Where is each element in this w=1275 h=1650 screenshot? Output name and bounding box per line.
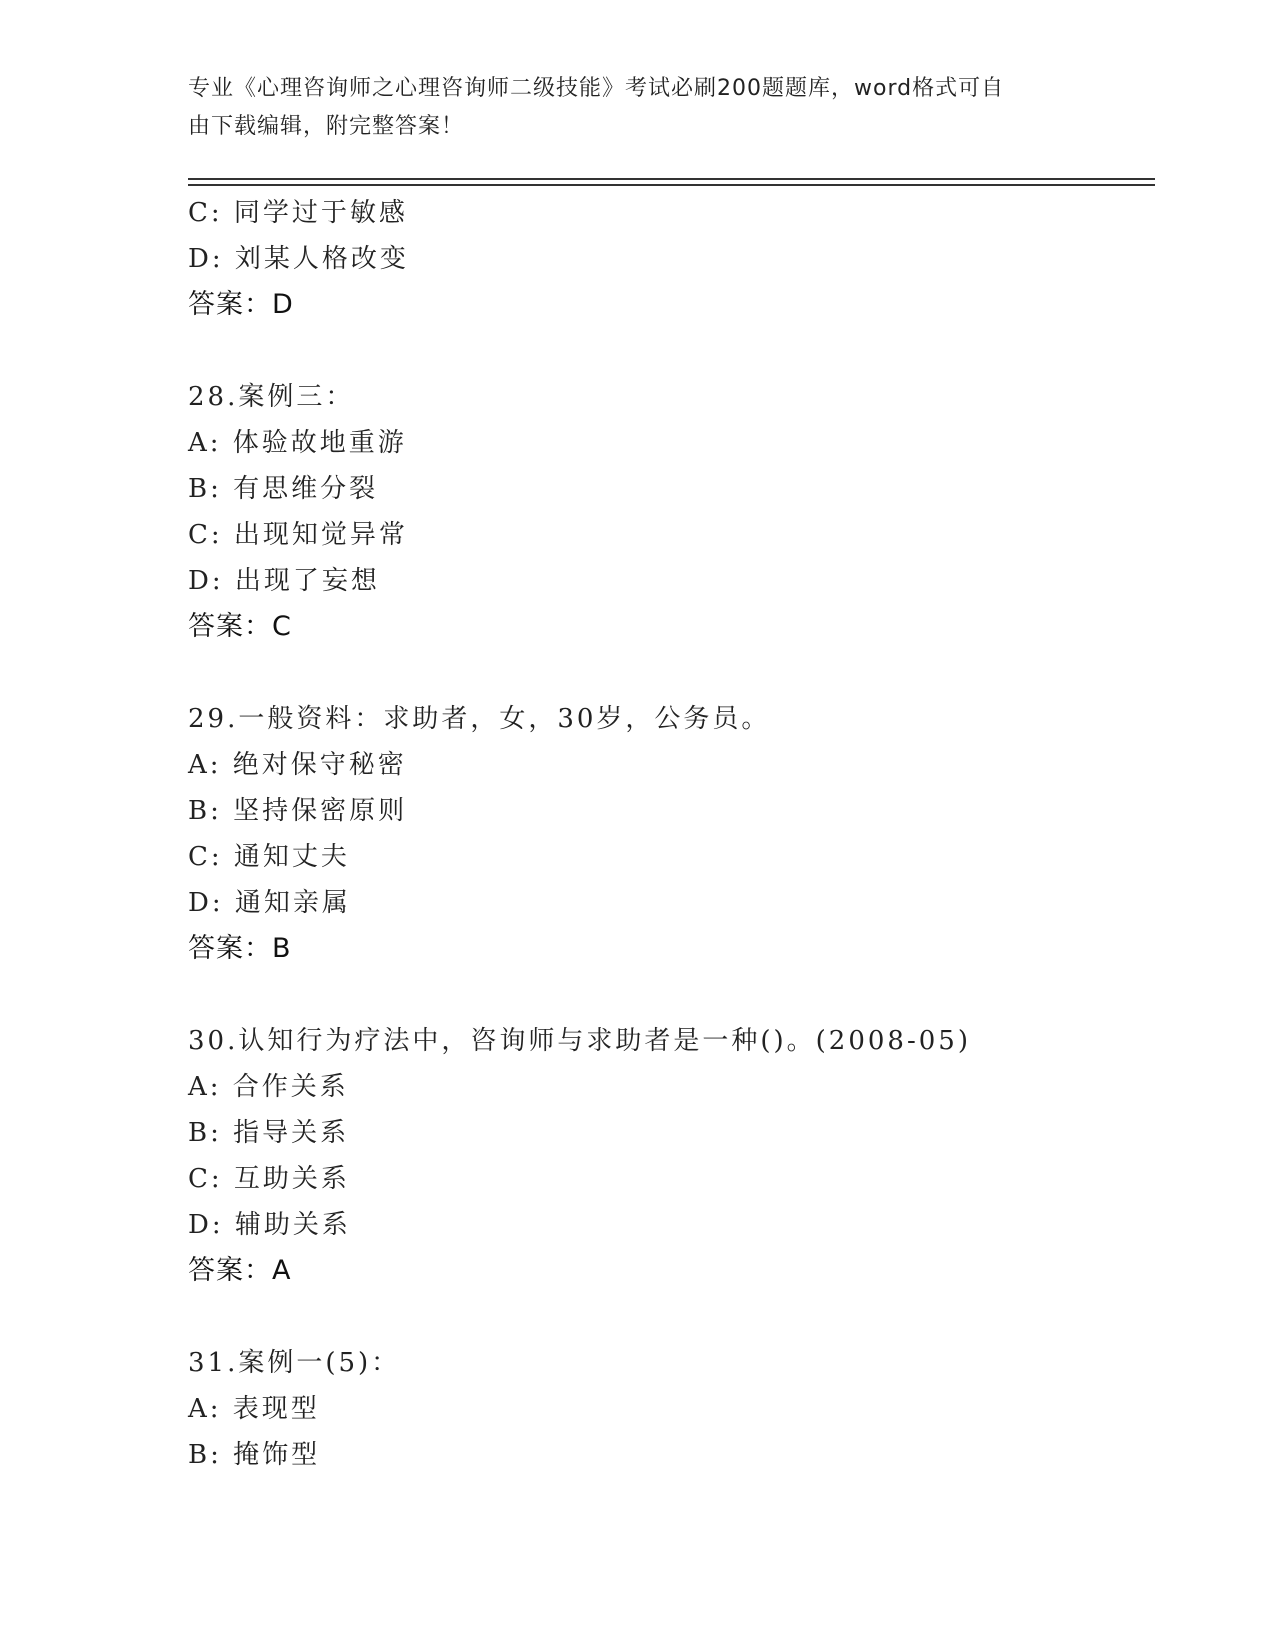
header-line-1: 专业《心理咨询师之心理咨询师二级技能》考试必刷200题题库，word格式可自 (188, 76, 1005, 101)
option-d: D: 刘某人格改变 (188, 244, 409, 274)
option-b: B: 指导关系 (188, 1118, 350, 1148)
option-a: A: 表现型 (188, 1394, 320, 1424)
question-stem: 31.案例一(5)： (188, 1348, 401, 1378)
spacer (188, 1294, 1148, 1340)
spacer (188, 328, 1148, 374)
answer-label: 答案：C (188, 611, 292, 642)
answer-label: 答案：D (188, 289, 294, 320)
question-stem: 28.案例三： (188, 382, 355, 412)
question-list (188, 190, 1148, 1478)
question-block (188, 374, 1148, 650)
option-a: A: 体验故地重游 (188, 428, 407, 458)
option-c: C: 通知丈夫 (188, 842, 350, 872)
question-block (188, 1018, 1148, 1294)
option-b: B: 有思维分裂 (188, 474, 379, 504)
answer-label: 答案：A (188, 1255, 292, 1286)
option-c: C: 同学过于敏感 (188, 198, 408, 228)
question-block (188, 1340, 1148, 1478)
question-block-partial (188, 190, 1148, 328)
option-b: B: 掩饰型 (188, 1440, 321, 1470)
option-a: A: 绝对保守秘密 (188, 750, 407, 780)
question-stem: 30.认知行为疗法中，咨询师与求助者是一种()。(2008-05) (188, 1026, 971, 1056)
spacer (188, 972, 1148, 1018)
option-d: D: 出现了妄想 (188, 566, 380, 596)
document-header (188, 70, 1068, 146)
answer-label: 答案：B (188, 933, 292, 964)
question-block (188, 696, 1148, 972)
option-d: D: 辅助关系 (188, 1210, 351, 1240)
spacer (188, 650, 1148, 696)
option-a: A: 合作关系 (188, 1072, 349, 1102)
header-divider-top (188, 178, 1155, 180)
option-c: C: 互助关系 (188, 1164, 350, 1194)
header-divider-bottom (188, 184, 1155, 186)
option-d: D: 通知亲属 (188, 888, 351, 918)
question-stem: 29.一般资料：求助者，女，30岁，公务员。 (188, 704, 771, 734)
option-c: C: 出现知觉异常 (188, 520, 408, 550)
option-b: B: 坚持保密原则 (188, 796, 408, 826)
header-line-2: 由下载编辑，附完整答案！ (188, 114, 465, 139)
